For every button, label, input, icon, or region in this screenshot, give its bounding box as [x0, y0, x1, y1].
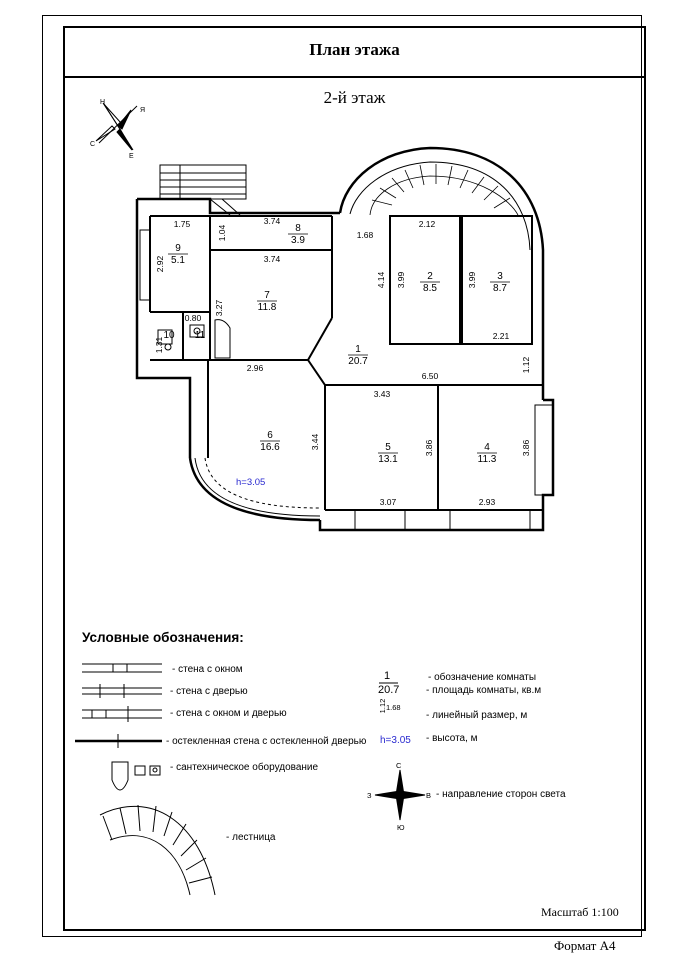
dimension-label: 4.14 [376, 271, 386, 289]
room-5-area: 13.1 [378, 454, 398, 465]
room-8-number: 8 [295, 223, 301, 234]
legend-room-designation: - обозначение комнаты [428, 672, 537, 683]
legend-glazed-wall: - остекленная стена с остекленной дверью [166, 736, 367, 747]
room-1-area: 20.7 [348, 356, 368, 367]
page-title: План этажа [309, 40, 400, 59]
interior-stairs [370, 164, 518, 215]
room-3-area: 8.7 [493, 283, 507, 294]
legend-height-sample: h=3.05 [380, 735, 411, 746]
room-4-number: 4 [484, 442, 490, 453]
dimension-label: 2.96 [246, 363, 264, 373]
room-1-number: 1 [355, 344, 361, 355]
room-8-area: 3.9 [291, 235, 305, 246]
format-label: Формат А4 [554, 938, 616, 953]
dimension-label: 2.21 [492, 331, 510, 341]
legend-stairs: - лестница [226, 832, 276, 843]
legend-wall-window-door: - стена с окном и дверью [170, 708, 287, 719]
legend-wall-door: - стена с дверью [170, 686, 248, 697]
dimension-label: 2.92 [155, 255, 165, 273]
legend-compass: - направление сторон света [436, 789, 566, 800]
dimension-label: 3.44 [310, 433, 320, 451]
room-3-number: 3 [497, 271, 503, 282]
dimension-label: 3.86 [424, 439, 434, 457]
scale-label: Масштаб 1:100 [541, 905, 619, 919]
room-4-area: 11.3 [477, 454, 497, 465]
height-label: h=3.05 [236, 477, 266, 488]
legend-room-area-sample: 20.7 [378, 684, 400, 696]
dimension-label: 6.50 [421, 371, 439, 381]
svg-text:Е: Е [129, 153, 134, 160]
dimension-label: 1.12 [521, 356, 531, 374]
compass-e: В [426, 791, 432, 800]
legend-sanitary: - сантехническое оборудование [170, 762, 319, 773]
room-7-number: 7 [264, 290, 270, 301]
dimension-label: 3.07 [379, 497, 397, 507]
dimension-label: 3.74 [263, 216, 281, 226]
dimension-label: 0.80 [184, 313, 202, 323]
legend-title: Условные обозначения: [82, 630, 244, 645]
room-5-number: 5 [385, 442, 391, 453]
legend-linear-size: - линейный размер, м [426, 710, 528, 721]
svg-text:Н: Н [100, 99, 106, 106]
dimension-label: 1.04 [217, 224, 227, 242]
legend-wall-window: - стена с окном [172, 664, 243, 675]
compass-n: С [396, 761, 402, 770]
compass-icon [90, 99, 145, 160]
dimension-label: 3.43 [373, 389, 391, 399]
legend-room-area: - площадь комнаты, кв.м [426, 685, 542, 696]
inner-walls [150, 216, 543, 510]
dimension-label: 1.75 [173, 219, 191, 229]
floor-label: 2-й этаж [323, 88, 386, 107]
svg-text:С: С [90, 141, 96, 148]
dimension-label: 1.68 [356, 230, 374, 240]
exterior-stairs [160, 165, 246, 215]
room-9-area: 5.1 [171, 255, 185, 266]
dimension-label: 3.74 [263, 254, 281, 264]
legend-height: - высота, м [426, 733, 478, 744]
room-10-number: 10 [163, 330, 175, 341]
room-9-number: 9 [175, 243, 181, 254]
svg-text:Я: Я [140, 107, 146, 114]
room-7-area: 11.8 [257, 302, 277, 313]
dimension-label: 1.31 [154, 336, 164, 354]
legend-dim-b: 1.68 [386, 703, 401, 712]
room-6-number: 6 [267, 430, 273, 441]
dimension-label: 2.93 [478, 497, 496, 507]
room-6-area: 16.6 [260, 442, 280, 453]
dimension-label: 3.99 [396, 271, 406, 289]
legend-symbols [75, 664, 425, 895]
legend-dim-a: 1.12 [378, 698, 387, 714]
dimension-label: 3.27 [214, 299, 224, 317]
dimension-label: 3.99 [467, 271, 477, 289]
room-2-area: 8.5 [423, 283, 437, 294]
dimension-label: 3.86 [521, 439, 531, 457]
compass-w: З [367, 791, 372, 800]
compass-s: Ю [397, 823, 405, 832]
dimension-label: 2.12 [418, 219, 436, 229]
room-11-number: 11 [194, 330, 206, 341]
legend-room-number: 1 [384, 670, 391, 682]
room-2-number: 2 [427, 271, 433, 282]
